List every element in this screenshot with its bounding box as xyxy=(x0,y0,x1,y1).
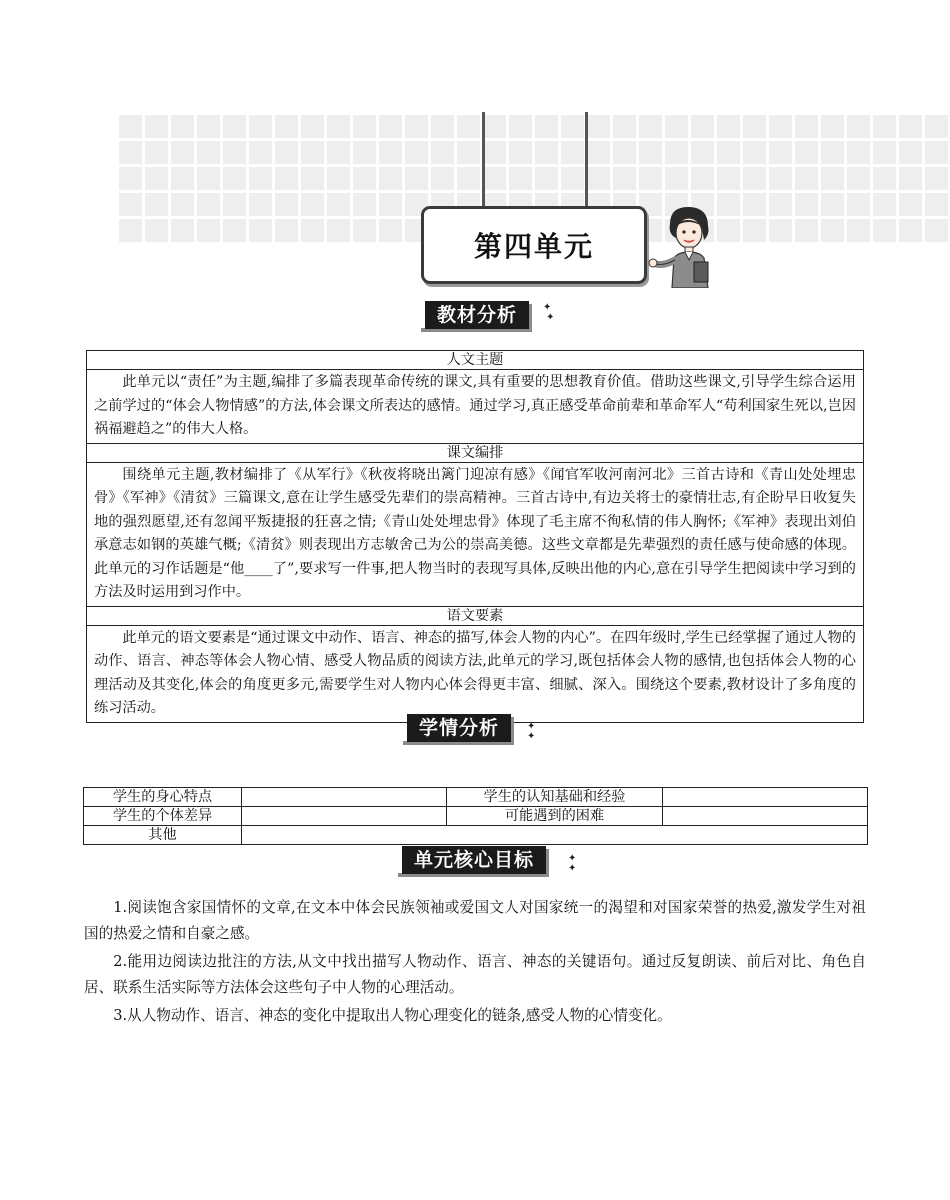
student-situation-table xyxy=(83,787,868,845)
unit-title-sign xyxy=(421,206,647,284)
core-goals-list xyxy=(84,895,866,1031)
language-text: 此单元的语文要素是“通过课文中动作、语言、神态的描写,体会人物的内心”。在四年级时,学生已经掌握了通过人物的动作、语言、神态等体会人物心情、感受人物品质的阅读方法,此单元的学习,既包括体会人物的感情,也包括体会人物的心理活动及其变化,体会的角度更多元,需要学生对人物内心体会得更丰富、细腻、深入。围绕这个要素,教材设计了多角度的练习活动。 xyxy=(87,625,864,722)
table-row xyxy=(84,788,868,807)
language-header: 语文要素 xyxy=(87,606,864,625)
label-physical-traits: 学生的身心特点 xyxy=(84,788,242,807)
goal-item: 3.从人物动作、语言、神态的变化中提取出人物心理变化的链条,感受人物的心情变化。 xyxy=(113,1007,672,1024)
lesson-header: 课文编排 xyxy=(87,443,864,462)
hanging-string-left xyxy=(482,112,485,210)
teacher-illustration-icon xyxy=(648,204,724,288)
section-title-situation: 学情分析 xyxy=(407,714,511,742)
theme-text: 此单元以“责任”为主题,编排了多篇表现革命传统的课文,具有重要的思想教育价值。借助这些课文,引导学生综合运用之前学过的“体会人物情感”的方法,体会课文所表达的感情。通过学习,真正感受革命前辈和革命军人“苟利国家生死以,岂因祸福避趋之”的伟大人格。 xyxy=(87,370,864,444)
section-badge-situation xyxy=(407,714,547,746)
label-other: 其他 xyxy=(84,826,242,845)
table-row xyxy=(84,826,868,845)
theme-header: 人文主题 xyxy=(87,351,864,370)
goal-item: 1.阅读饱含家国情怀的文章,在文本中体会民族领袖或爱国文人对国家统一的渴望和对国家荣誉的热爱,激发学生对祖国的热爱之情和自豪之感。 xyxy=(84,899,866,942)
value-cognitive-base[interactable] xyxy=(663,788,868,807)
value-other[interactable] xyxy=(242,826,868,845)
table-row xyxy=(84,807,868,826)
goal-item: 2.能用边阅读边批注的方法,从文中找出描写人物动作、语言、神态的关键语句。通过反复朗读、前后对比、角色自居、联系生活实际等方法体会这些句子中人物的心理活动。 xyxy=(84,953,866,996)
value-physical-traits[interactable] xyxy=(242,788,447,807)
label-cognitive-base: 学生的认知基础和经验 xyxy=(447,788,663,807)
label-individual-differences: 学生的个体差异 xyxy=(84,807,242,826)
textbook-analysis-table xyxy=(86,350,864,723)
section-title-goals: 单元核心目标 xyxy=(402,846,546,874)
value-possible-difficulties[interactable] xyxy=(663,807,868,826)
lesson-text: 围绕单元主题,教材编排了《从军行》《秋夜将晓出篱门迎凉有感》《闻官军收河南河北》三首古诗和《青山处处埋忠骨》《军神》《清贫》三篇课文,意在让学生感受先辈们的崇高精神。三首古诗中,有边关将士的豪情壮志,有企盼早日收复失地的强烈愿望,还有忽闻平叛捷报的狂喜之情;《青山处处埋忠骨》体现了毛主席不徇私情的伟人胸怀;《军神》表现出刘伯承意志如钢的英雄气概;《清贫》则表现出方志敏舍己为公的崇高美德。这些文章都是先辈强烈的责任感与使命感的体现。此单元的习作话题是“他____了”,要求写一件事,把人物当时的表现写具体,反映出他的内心,意在引导学生把阅读中学习到的方法及时运用到习作中。 xyxy=(87,462,864,606)
section-title-analysis: 教材分析 xyxy=(425,301,529,329)
hanging-string-right xyxy=(585,112,588,210)
sparkle-icon: ✦ ✦ xyxy=(543,302,555,323)
section-badge-goals xyxy=(402,846,592,878)
section-badge-analysis xyxy=(425,301,565,333)
unit-title: 第四单元 xyxy=(473,230,594,263)
sparkle-icon: ✦ ✦ xyxy=(568,853,577,874)
value-individual-differences[interactable] xyxy=(242,807,447,826)
sparkle-icon: ✦ ✦ xyxy=(527,721,536,742)
label-possible-difficulties: 可能遇到的困难 xyxy=(447,807,663,826)
